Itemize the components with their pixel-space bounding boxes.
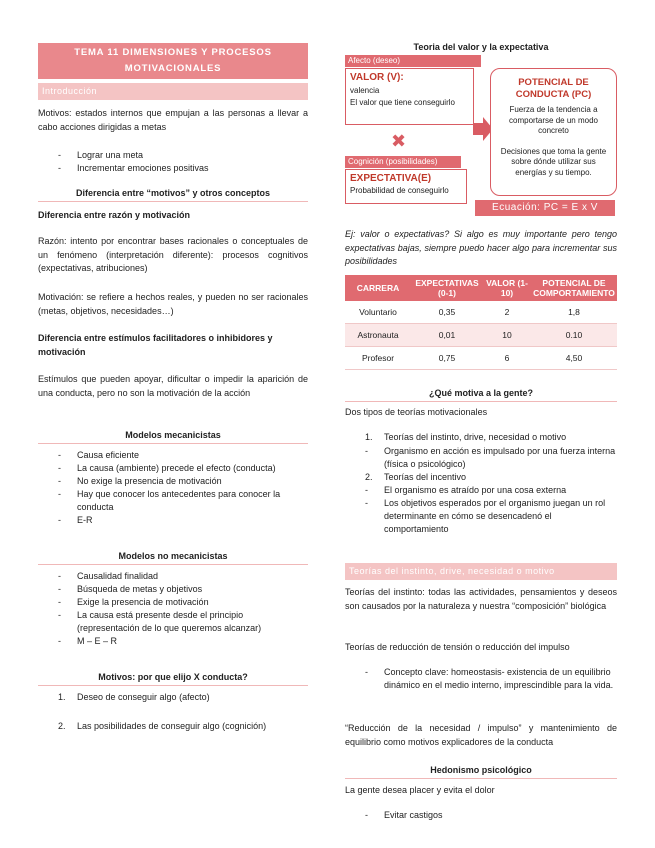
tipos-sublist (345, 471, 617, 485)
expectativa-line: Probabilidad de conseguirlo (350, 186, 449, 195)
list-item: - Incrementar emociones positivas (38, 162, 308, 175)
item-text: Las posibilidades de conseguir algo (cognición) (77, 720, 267, 731)
multiply-icon: ✖ (391, 131, 407, 151)
table-cell: 0,35 (411, 301, 483, 324)
item-number: 2. (58, 720, 66, 731)
instinto-text: Teorías del instinto: todas las actividades, pensamientos y deseos son causados por la naturaleza y nuestra “composición” biológica (345, 587, 617, 611)
list-item: - Evitar castigos (345, 809, 617, 822)
list-item: - Lograr una meta (38, 149, 308, 162)
list-item: - E-R (38, 514, 308, 527)
table-cell: 2 (483, 301, 531, 324)
mecanicistas-list (38, 449, 308, 527)
estimulos-text: Estímulos que pueden apoyar, dificultar o impedir la aparición de una conducta, pero no son la motivación de la acción (38, 374, 308, 398)
valor-line2: El valor que tiene conseguirlo (350, 98, 455, 107)
motivos-heading: Motivos: por que elijo X conducta? (38, 670, 308, 686)
list-item: - Exige la presencia de motivación (38, 596, 308, 609)
col-header: POTENCIAL DE COMPORTAMIENTO (531, 275, 617, 301)
que-motiva-heading: ¿Qué motiva a la gente? (345, 386, 617, 402)
hedonismo-text: La gente desea placer y evita el dolor (345, 785, 495, 795)
col-header: EXPECTATIVAS (0-1) (411, 275, 483, 301)
table-cell: 0,01 (411, 324, 483, 347)
reduccion-text: Teorías de reducción de tensión o reducción del impulso (345, 642, 570, 652)
valor-box (345, 68, 474, 125)
tipos-list (345, 431, 617, 536)
item-text: Teorías del incentivo (384, 471, 467, 482)
expectativa-title: EXPECTATIVA(E) (350, 173, 432, 184)
intro-list (38, 149, 308, 175)
item-number: 1. (58, 692, 66, 702)
tipos-sublist (345, 431, 617, 445)
item-number: 1. (365, 432, 373, 442)
list-item: - Los objetivos esperados por el organismo juegan un rol determinante en cómo se desencadenó el comportamiento (345, 497, 617, 536)
intro-text: Motivos: estados internos que empujan a las personas a llevar a cabo acciones dirigidas a metas (38, 108, 308, 132)
list-item (345, 471, 617, 485)
section-bar-instinto: Teorías del instinto, drive, necesidad o motivo (345, 563, 617, 580)
table-cell: 0,75 (411, 347, 483, 370)
dif-heading: Diferencia entre “motivos” y otros conceptos (38, 186, 308, 202)
col-header: CARRERA (345, 275, 411, 301)
cognicion-tag: Cognición (posibilidades) (345, 156, 461, 168)
potencial-title: POTENCIAL DE CONDUCTA (PC) (515, 77, 592, 100)
potencial-text2: Decisiones que toma la gente sobre dónde utilizar sus energías y su tiempo. (500, 146, 607, 177)
hedonismo-list (345, 809, 617, 822)
razon-text: Razón: intento por encontrar bases racionales o conceptuales de un fenómeno (interpretación diferente): procesos cognitivos (expectativas, atribuciones) (38, 236, 308, 273)
hedonismo-heading: Hedonismo psicológico (345, 763, 617, 779)
table-cell: Profesor (345, 347, 411, 370)
list-item (345, 431, 617, 445)
table-cell: 1,8 (531, 301, 617, 324)
table-cell: 10 (483, 324, 531, 347)
table-row (345, 324, 617, 347)
topic-banner: TEMA 11 DIMENSIONES Y PROCESOS MOTIVACIONALES (38, 43, 308, 79)
potencial-text1: Fuerza de la tendencia a comportarse de un modo concreto (509, 105, 598, 135)
list-item: - La causa está presente desde el principio (representación de lo que queremos alcanzar) (38, 609, 308, 635)
table-cell: Voluntario (345, 301, 411, 324)
tipos-sublist (345, 445, 617, 471)
example-text: Ej: valor o expectativas? Si algo es muy importante pero tengo expectativas bajas, siempre puedo hacer algo para incrementar sus posibilidades (345, 229, 617, 266)
tipos-text: Dos tipos de teorías motivacionales (345, 407, 488, 417)
item-number: 2. (365, 471, 373, 482)
list-item: - Causalidad finalidad (38, 570, 308, 583)
tipos-sublist (345, 484, 617, 536)
list-item: - M – E – R (38, 635, 308, 648)
table-cell: 0.10 (531, 324, 617, 347)
list-item: - El organismo es atraído por una cosa externa (345, 484, 617, 497)
list-item: - Hay que conocer los antecedentes para conocer la conducta (38, 488, 308, 514)
table-cell: 4,50 (531, 347, 617, 370)
diagram-title: Teoria del valor y la expectativa (413, 42, 549, 52)
table-cell: 6 (483, 347, 531, 370)
list-item: - La causa (ambiente) precede el efecto (conducta) (38, 462, 308, 475)
list-item: - Organismo en acción es impulsado por una fuerza interna (física o psicológico) (345, 445, 617, 471)
careers-table (345, 275, 617, 370)
estimulos-heading: Diferencia entre estímulos facilitadores o inhibidores y motivación (38, 333, 273, 357)
list-item: - Concepto clave: homeostasis- existencia de un equilibrio dinámico en el medio interno, imprescindible para la vida. (345, 666, 617, 692)
col-header: VALOR (1-10) (483, 275, 531, 301)
list-item: - No exige la presencia de motivación (38, 475, 308, 488)
potencial-box (490, 68, 617, 196)
list-item (38, 720, 308, 734)
table-header-row (345, 275, 617, 301)
table-row (345, 347, 617, 370)
reduccion-quote: “Reducción de la necesidad / impulso” y mantenimiento de equilibrio como motivos explicadores de la conducta (345, 723, 617, 747)
list-item (38, 691, 308, 705)
equation: Ecuación: PC = E x V (475, 200, 615, 216)
motivacion-text: Motivación: se refiere a hechos reales, y pueden no ser racionales (metas, objetivos, necesidades…) (38, 292, 308, 316)
item-text: Teorías del instinto, drive, necesidad o motivo (384, 432, 567, 442)
section-bar-introduccion: Introducción (38, 83, 308, 100)
motivos-list (38, 691, 308, 733)
afecto-tag: Afecto (deseo) (345, 55, 481, 67)
table-row (345, 301, 617, 324)
table-cell: Astronauta (345, 324, 411, 347)
item-text: Deseo de conseguir algo (afecto) (77, 692, 210, 702)
valor-line1: valencia (350, 86, 380, 95)
value-expectancy-diagram (345, 55, 617, 220)
valor-title: VALOR (V): (350, 72, 404, 83)
list-item: - Causa eficiente (38, 449, 308, 462)
nomecanicistas-list (38, 570, 308, 648)
razon-heading: Diferencia entre razón y motivación (38, 210, 191, 220)
reduccion-list (345, 666, 617, 692)
mecanicistas-heading: Modelos mecanicistas (38, 428, 308, 444)
nomecanicistas-heading: Modelos no mecanicistas (38, 549, 308, 565)
expectativa-box (345, 169, 467, 204)
list-item: - Búsqueda de metas y objetivos (38, 583, 308, 596)
